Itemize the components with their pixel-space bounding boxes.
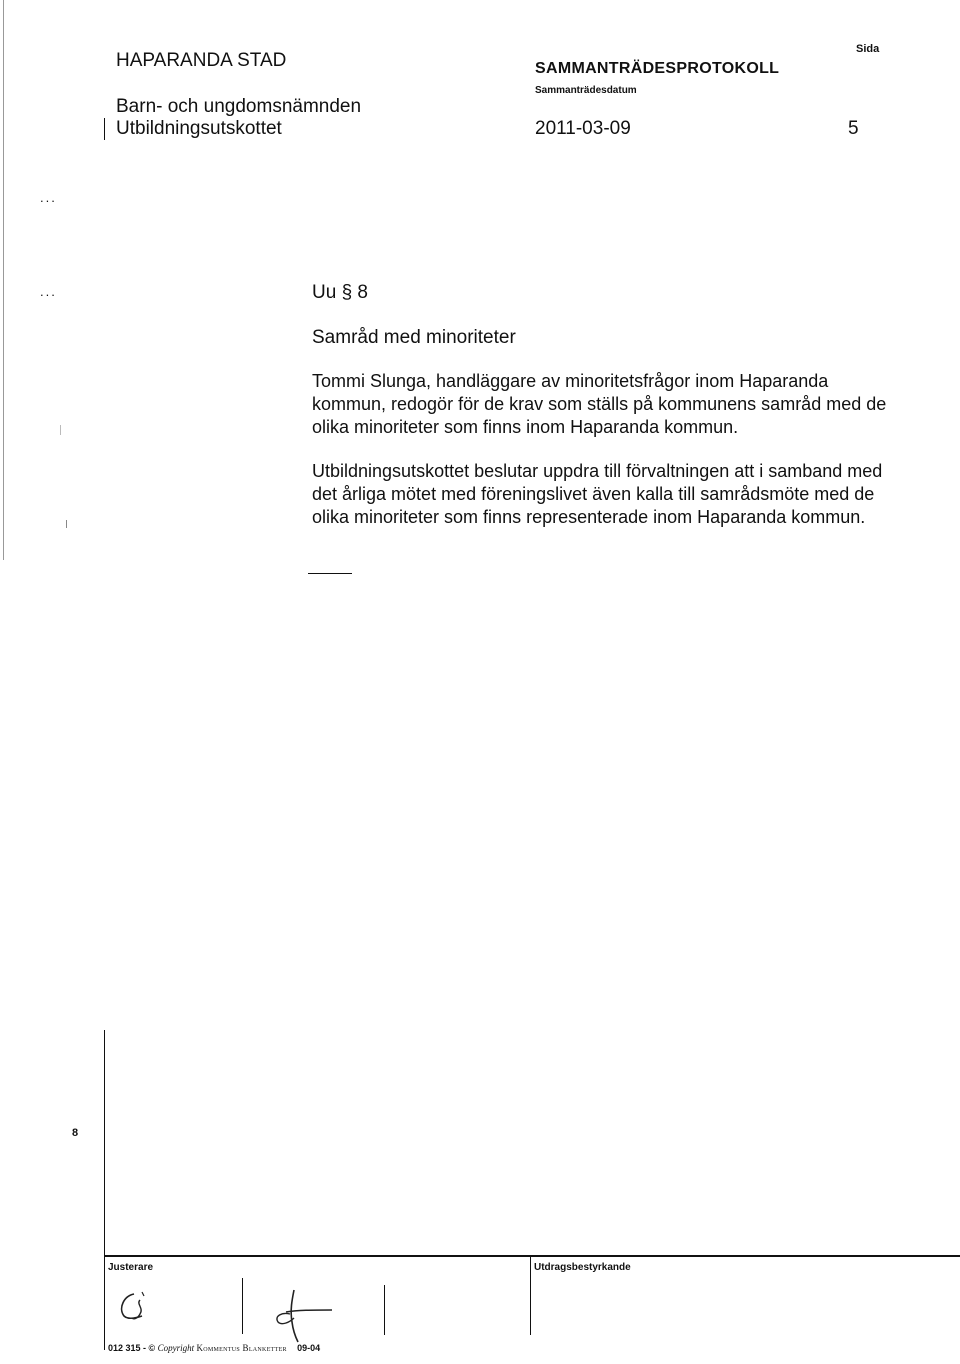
- page-label: Sida: [856, 43, 880, 55]
- form-copyright: [108, 1343, 320, 1353]
- signature-initials: [112, 1286, 162, 1334]
- committee-name: Barn- och ungdomsnämnden: [116, 96, 362, 117]
- subcommittee-name: Utbildningsutskottet: [116, 118, 282, 139]
- org-name: HAPARANDA STAD: [116, 50, 287, 71]
- header-margin-line: [104, 118, 105, 140]
- text-line: olika minoriteter som finns representerade inom Haparanda kommun.: [312, 507, 866, 527]
- text-line: Utbildningsutskottet beslutar uppdra till förvaltningen att i samband med: [312, 461, 883, 481]
- scan-mark: [66, 520, 67, 528]
- signature-divider: [242, 1278, 243, 1334]
- margin-mark: ...: [40, 284, 57, 299]
- form-code: 012 315 - ©: [108, 1343, 158, 1353]
- text-line: Tommi Slunga, handläggare av minoritetsfrågor inom Haparanda: [312, 371, 829, 391]
- meeting-date: 2011-03-09: [535, 118, 631, 139]
- signature-initials: [264, 1288, 344, 1344]
- text-line: kommun, redogör för de krav som ställs på kommunens samråd med de: [312, 394, 887, 414]
- section-subject: Samråd med minoriteter: [312, 327, 516, 348]
- footer-divider: [530, 1255, 531, 1335]
- paragraph-decision: [312, 460, 942, 529]
- text-line: olika minoriteter som finns inom Haparanda kommun.: [312, 417, 739, 437]
- scan-edge-line: [3, 0, 4, 560]
- text-line: det årliga mötet med föreningslivet även kalla till samrådsmöte med de: [312, 484, 875, 504]
- side-number: 8: [72, 1127, 79, 1139]
- form-brand: Kommentus Blanketter: [196, 1343, 287, 1353]
- protocol-title: SAMMANTRÄDESPROTOKOLL: [535, 60, 780, 77]
- adjusters-label: Justerare: [108, 1262, 154, 1273]
- form-version: 09-04: [297, 1343, 321, 1353]
- scan-mark: [60, 425, 61, 435]
- protocol-date-label: Sammanträdesdatum: [535, 85, 637, 96]
- signature-divider: [384, 1285, 385, 1335]
- footer-top-rule: [104, 1255, 960, 1257]
- extract-label: Utdragsbestyrkande: [534, 1262, 631, 1273]
- page-number: 5: [848, 118, 859, 139]
- copyright-word: Copyright: [157, 1343, 195, 1353]
- paragraph-report: [312, 370, 942, 439]
- section-separator: [308, 573, 352, 574]
- margin-mark: ...: [40, 190, 57, 205]
- paragraph-number: Uu § 8: [312, 282, 368, 303]
- form-margin-line: [104, 1030, 105, 1350]
